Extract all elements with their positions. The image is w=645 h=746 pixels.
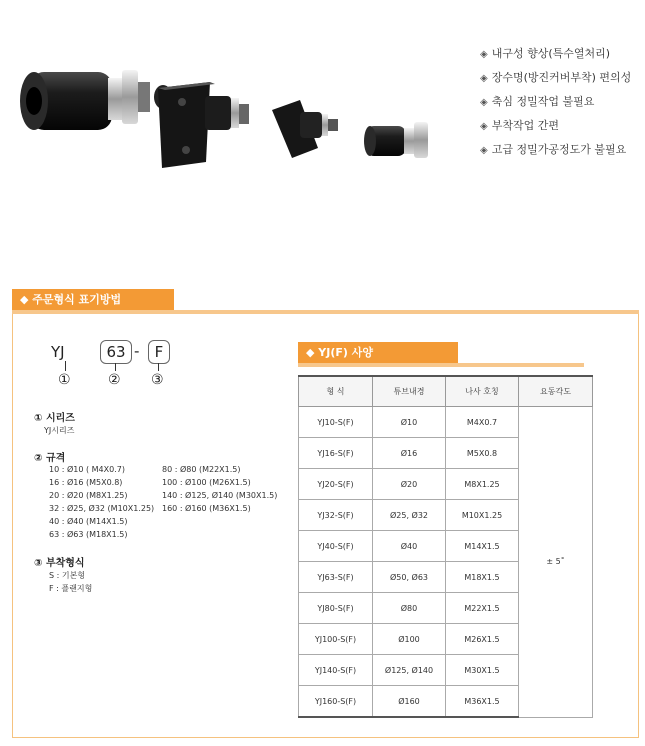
- cell-model: YJ100-S(F): [299, 624, 373, 655]
- joint-large-image: [20, 70, 172, 130]
- column-header: 형 식: [299, 376, 373, 407]
- cell-thread: M18X1.5: [446, 562, 519, 593]
- order-format-title: ◆ 주문형식 표기방법: [12, 289, 174, 310]
- cell-thread: M8X1.25: [446, 469, 519, 500]
- cell-bore: Ø10: [373, 407, 446, 438]
- mount-title: ③ 부착형식: [34, 558, 85, 569]
- cell-model: YJ32-S(F): [299, 500, 373, 531]
- cell-model: YJ80-S(F): [299, 593, 373, 624]
- cell-bore: Ø160: [373, 686, 446, 718]
- cell-bore: Ø40: [373, 531, 446, 562]
- cell-bore: Ø16: [373, 438, 446, 469]
- joint-small-image: [364, 122, 428, 158]
- spec-line: 32 : Ø25, Ø32 (M10X1.25): [49, 504, 155, 513]
- cell-thread: M14X1.5: [446, 531, 519, 562]
- code-suffix-box: F: [148, 340, 170, 364]
- code-prefix: YJ: [51, 343, 65, 361]
- spec-line: 20 : Ø20 (M8X1.25): [49, 491, 128, 500]
- cell-bore: Ø100: [373, 624, 446, 655]
- cell-thread: M10X1.25: [446, 500, 519, 531]
- column-header: 나사 호칭: [446, 376, 519, 407]
- cell-angle: ± 5˚: [519, 407, 593, 718]
- marker-2: ②: [108, 372, 121, 388]
- cell-thread: M36X1.5: [446, 686, 519, 718]
- cell-bore: Ø125, Ø140: [373, 655, 446, 686]
- cell-bore: Ø25, Ø32: [373, 500, 446, 531]
- cell-bore: Ø20: [373, 469, 446, 500]
- cell-model: YJ10-S(F): [299, 407, 373, 438]
- spec-line: 63 : Ø63 (M18X1.5): [49, 530, 128, 539]
- joint-flange-image: [158, 82, 249, 168]
- spec-line: 40 : Ø40 (M14X1.5): [49, 517, 128, 526]
- spec-line: 160 : Ø160 (M36X1.5): [162, 504, 251, 513]
- product-photo: [0, 0, 470, 200]
- cell-model: YJ20-S(F): [299, 469, 373, 500]
- spec-line: 80 : Ø80 (M22X1.5): [162, 465, 241, 474]
- marker-1: ①: [58, 372, 71, 388]
- table-row: [299, 407, 593, 438]
- marker-3: ③: [151, 372, 164, 388]
- cell-thread: M30X1.5: [446, 655, 519, 686]
- spec-table: [298, 375, 593, 718]
- spec-line: 100 : Ø100 (M26X1.5): [162, 478, 251, 487]
- cell-thread: M22X1.5: [446, 593, 519, 624]
- feature-list: [480, 42, 631, 162]
- spec-divider: [298, 363, 584, 367]
- series-desc: YJ시리즈: [44, 426, 75, 435]
- cell-thread: M26X1.5: [446, 624, 519, 655]
- spec-line: 10 : Ø10 ( M4X0.7): [49, 465, 125, 474]
- cell-model: YJ140-S(F): [299, 655, 373, 686]
- cell-bore: Ø80: [373, 593, 446, 624]
- leader-line: [115, 363, 116, 371]
- column-header: 튜브내경: [373, 376, 446, 407]
- leader-line: [65, 361, 66, 371]
- mount-line: F : 플랜지형: [49, 584, 93, 593]
- feature-item: ◈ 고급 정밀가공정도가 불필요: [480, 138, 631, 162]
- cell-thread: M4X0.7: [446, 407, 519, 438]
- joint-flange-small-image: [272, 100, 338, 158]
- cell-model: YJ40-S(F): [299, 531, 373, 562]
- spec-title: ② 규격: [34, 453, 66, 464]
- leader-line: [158, 363, 159, 371]
- feature-item: ◈ 내구성 향상(특수열처리): [480, 42, 631, 66]
- spec-line: 140 : Ø125, Ø140 (M30X1.5): [162, 491, 278, 500]
- series-title: ① 시리즈: [34, 413, 75, 424]
- cell-thread: M5X0.8: [446, 438, 519, 469]
- feature-item: ◈ 축심 정밀작업 불필요: [480, 90, 631, 114]
- code-dash: -: [134, 342, 140, 360]
- cell-model: YJ63-S(F): [299, 562, 373, 593]
- spec-line: 16 : Ø16 (M5X0.8): [49, 478, 123, 487]
- mount-line: S : 기본형: [49, 571, 86, 580]
- code-size-box: 63: [100, 340, 132, 364]
- column-header: 요동각도: [519, 376, 593, 407]
- feature-item: ◈ 부착작업 간편: [480, 114, 631, 138]
- spec-table-title: ◆ YJ(F) 사양: [298, 342, 458, 363]
- cell-model: YJ16-S(F): [299, 438, 373, 469]
- cell-bore: Ø50, Ø63: [373, 562, 446, 593]
- cell-model: YJ160-S(F): [299, 686, 373, 718]
- table-header-row: [299, 376, 593, 407]
- feature-item: ◈ 장수명(방진커버부착) 편의성: [480, 66, 631, 90]
